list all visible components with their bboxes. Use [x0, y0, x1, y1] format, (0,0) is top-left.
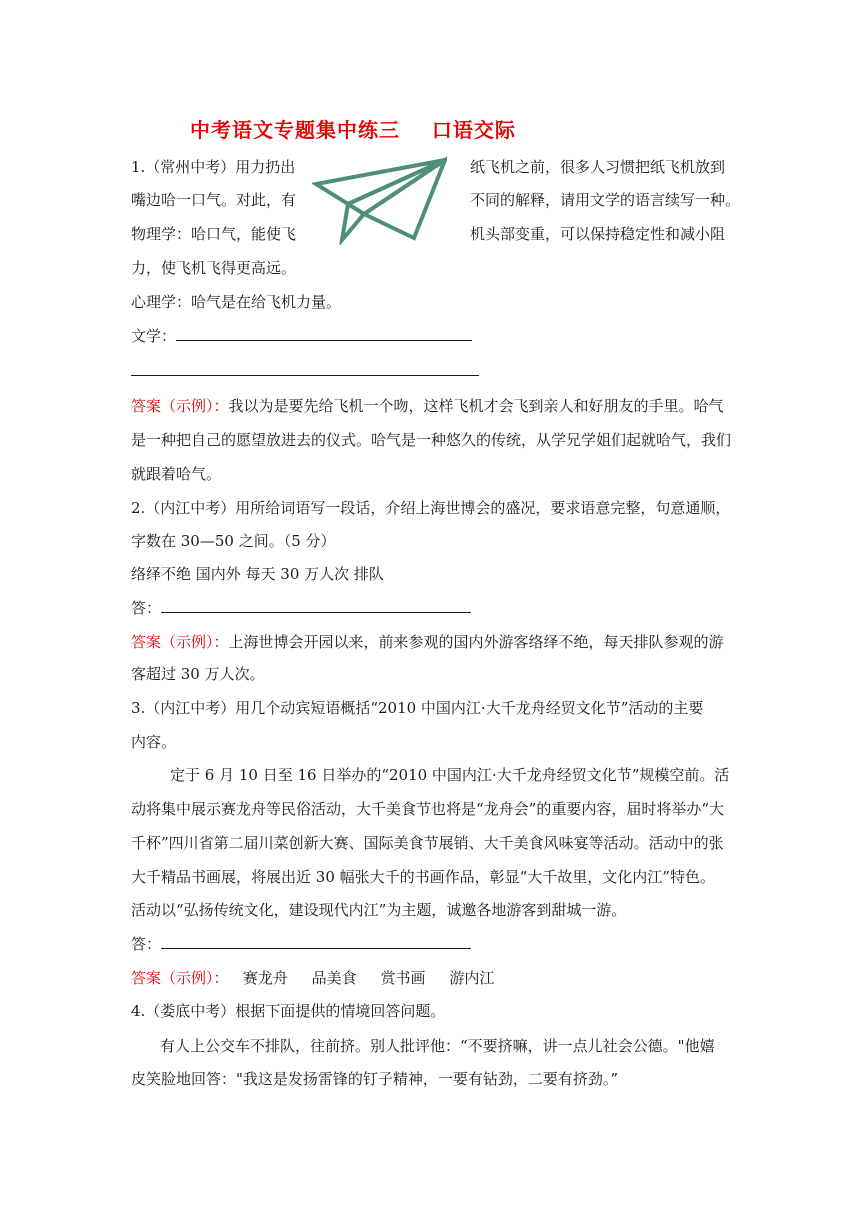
- q1-example-line-1: [131, 396, 724, 416]
- q2-example-text-2: 客超过 30 万人次。: [131, 665, 265, 683]
- q1-line-2-left: 嘴边哈一口气。对此，有: [131, 191, 297, 209]
- q2-answer-blank: [161, 598, 471, 613]
- q4-para-2: 皮笑脸地回答："我这是发扬雷锋的钉子精神，一要有钻劲，二要有挤劲。”: [131, 1070, 619, 1088]
- q2-example-label: 答案（示例）：: [131, 633, 229, 651]
- q1-line-1-right: 纸飞机之前，很多人习惯把纸飞机放到: [470, 158, 726, 176]
- paper-airplane-image: [312, 156, 447, 245]
- q2-example-line-1: [131, 632, 724, 652]
- q1-example-text-2: 是一种把自己的愿望放进去的仪式。哈气是一种悠久的传统，从学兄学姐们起就哈气，我们: [131, 431, 732, 449]
- q1-example-text-3: 就跟着哈气。: [131, 465, 222, 483]
- q3-para-4: 大千精品书画展，将展出近 30 幅张大千的书画作品，彰显“大千故里，文化内江”特色。: [131, 868, 715, 886]
- q3-para-1: 定于 6 月 10 日至 16 日举办的“2010 中国内江·大千龙舟经贸文化节”规模空前。活: [170, 766, 730, 784]
- q1-answer-rule: [131, 375, 479, 376]
- q2-example-text-1: 上海世博会开园以来，前来参观的国内外游客络绎不绝，每天排队参观的游: [228, 633, 724, 651]
- q3-para-2: 动将集中展示赛龙舟等民俗活动，大千美食节也将是“龙舟会”的重要内容，届时将举办“大: [131, 800, 725, 818]
- q1-answer-line: [131, 326, 472, 346]
- q3-para-3: 千杯”四川省第二届川菜创新大赛、国际美食节展销、大千美食风味宴等活动。活动中的张: [131, 834, 724, 852]
- q3-line-1: 3.（内江中考）用几个动宾短语概括“2010 中国内江·大千龙舟经贸文化节”活动的主要: [131, 699, 704, 717]
- q3-example-line: [131, 968, 494, 988]
- q1-line-2-right: 不同的解释，请用文学的语言续写一种。: [470, 191, 741, 209]
- q1-line-3-right: 机头部变重，可以保持稳定性和减小阻: [470, 225, 726, 243]
- page-title: 中考语文专题集中练三 口语交际: [190, 118, 516, 142]
- q1-line-3-left: 物理学：哈口气，能使飞: [131, 225, 297, 243]
- q3-line-2: 内容。: [131, 733, 177, 751]
- q1-line-1-left: 1.（常州中考）用力扔出: [131, 158, 296, 176]
- q2-line-1: 2.（内江中考）用所给词语写一段话，介绍上海世博会的盛况，要求语意完整，句意通顺，: [131, 499, 731, 517]
- q2-words: 络绎不绝 国内外 每天 30 万人次 排队: [131, 565, 384, 583]
- q1-example-label: 答案（示例）：: [131, 397, 229, 415]
- q1-example-text-1: 我以为是要先给飞机一个吻，这样飞机才会飞到亲人和好朋友的手里。哈气: [228, 397, 724, 415]
- q4-line-1: 4.（娄底中考）根据下面提供的情境回答问题。: [131, 1002, 446, 1020]
- q3-answer-blank: [161, 934, 471, 949]
- q3-para-5: 活动以“弘扬传统文化，建设现代内江”为主题，诚邀各地游客到甜城一游。: [131, 901, 627, 919]
- q2-answer-label: 答：: [131, 599, 162, 617]
- q3-answer-label: 答：: [131, 935, 162, 953]
- q2-answer-line: [131, 598, 471, 618]
- q2-line-2: 字数在 30—50 之间。（5 分）: [131, 532, 336, 550]
- q1-answer-label: 文学：: [131, 327, 177, 345]
- q1-answer-blank: [176, 326, 472, 341]
- q4-para-1: 有人上公交车不排队，往前挤。别人批评他：“不要挤嘛，讲一点儿社会公德。"他嬉: [160, 1037, 715, 1055]
- q3-example-text: 赛龙舟 品美食 赏书画 游内江: [228, 969, 495, 987]
- q3-example-label: 答案（示例）：: [131, 969, 229, 987]
- q1-line-4: 力，使飞机飞得更高远。: [131, 259, 297, 277]
- q1-line-5: 心理学：哈气是在给飞机力量。: [131, 293, 342, 311]
- q3-answer-line: [131, 934, 471, 954]
